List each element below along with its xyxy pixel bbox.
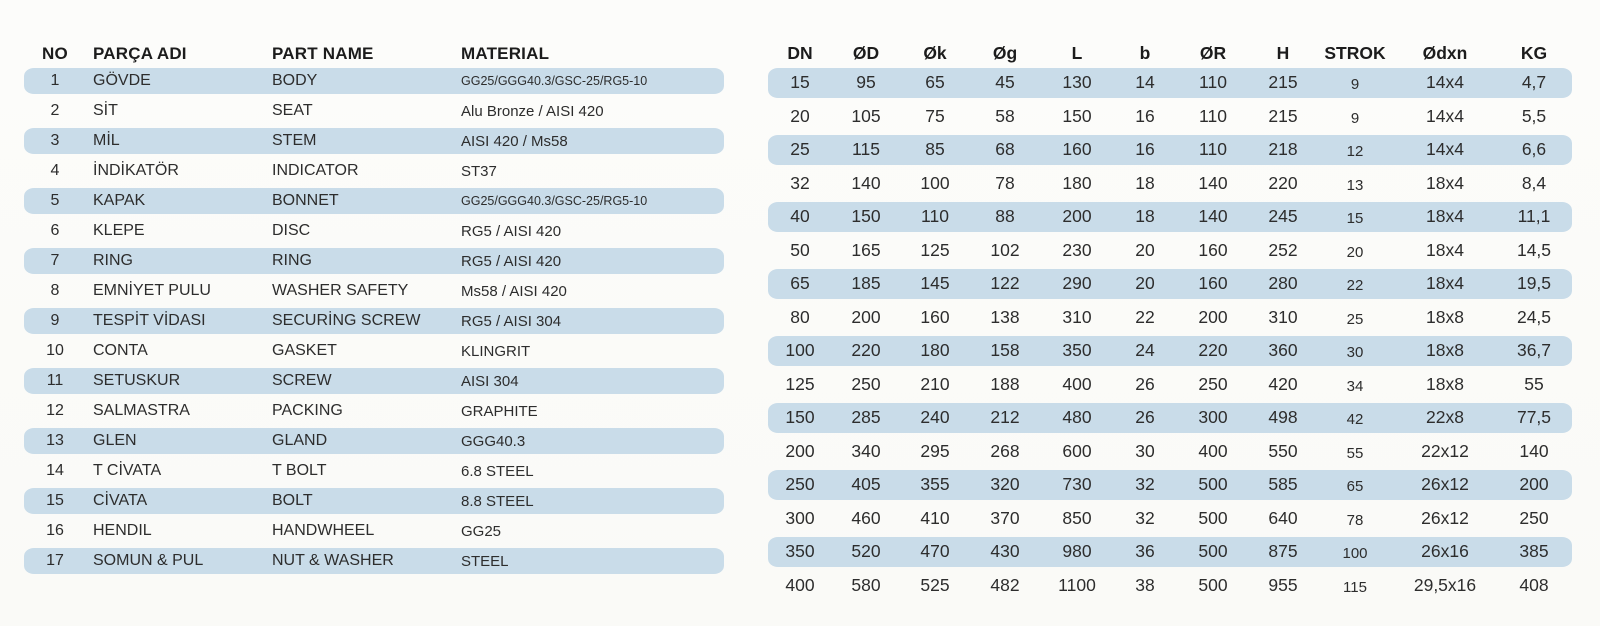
- cell-dn: 350: [785, 541, 815, 562]
- cell-ør: 500: [1198, 507, 1228, 528]
- cell-ør: 300: [1198, 407, 1228, 428]
- cell-øk: 295: [920, 440, 950, 461]
- cell-strok: 9: [1350, 109, 1360, 127]
- cell-ødxn: 22x8: [1426, 407, 1464, 428]
- cell-l: 230: [1062, 239, 1092, 260]
- cell-kg: 55: [1524, 373, 1544, 394]
- cell-material: ST37: [461, 162, 497, 180]
- cell-ør: 140: [1198, 172, 1228, 193]
- cell-h: 252: [1268, 239, 1298, 260]
- cell-l: 730: [1062, 474, 1092, 495]
- cell-øg: 212: [990, 407, 1020, 428]
- cell-l: 130: [1062, 72, 1092, 93]
- cell-h: 955: [1268, 574, 1298, 595]
- table-row: [24, 306, 724, 336]
- table-row: [24, 396, 724, 426]
- cell-kg: 19,5: [1516, 273, 1552, 294]
- cell-ød: 460: [851, 507, 881, 528]
- cell-ødxn: 22x12: [1421, 440, 1469, 461]
- cell-h: 875: [1268, 541, 1298, 562]
- cell-ødxn: 18x4: [1426, 206, 1464, 227]
- cell-b: 22: [1135, 306, 1155, 327]
- cell-øk: 410: [920, 507, 950, 528]
- cell-ød: 285: [851, 407, 881, 428]
- cell-parca-adi: GLEN: [93, 432, 137, 449]
- table-row: [24, 336, 724, 366]
- cell-øg: 158: [990, 340, 1020, 361]
- cell-dn: 40: [790, 206, 810, 227]
- cell-parca-adi: T CİVATA: [93, 462, 162, 479]
- cell-ør: 160: [1198, 239, 1228, 260]
- cell-l: 290: [1062, 273, 1092, 294]
- dimensions-table-body: [768, 66, 1572, 602]
- cell-øg: 138: [990, 306, 1020, 327]
- cell-kg: 250: [1519, 507, 1549, 528]
- cell-øg: 78: [995, 172, 1015, 193]
- cell-ør: 250: [1198, 373, 1228, 394]
- cell-kg: 77,5: [1516, 407, 1552, 428]
- cell-strok: 12: [1346, 143, 1364, 161]
- cell-part-name: T BOLT: [272, 462, 327, 479]
- cell-part-name: HANDWHEEL: [272, 522, 375, 539]
- dims-header-7: H: [1276, 43, 1290, 63]
- cell-l: 160: [1062, 139, 1092, 160]
- cell-strok: 20: [1346, 243, 1364, 261]
- cell-ød: 340: [851, 440, 881, 461]
- parts-header-material: MATERIAL: [461, 44, 550, 63]
- cell-no: 6: [50, 222, 60, 239]
- cell-ød: 115: [852, 139, 880, 160]
- table-row: [24, 486, 724, 516]
- cell-øk: 525: [920, 574, 950, 595]
- cell-ødxn: 18x4: [1426, 273, 1464, 294]
- cell-parca-adi: HENDIL: [93, 522, 152, 539]
- cell-l: 150: [1062, 105, 1092, 126]
- cell-ød: 185: [851, 273, 881, 294]
- cell-strok: 115: [1343, 578, 1367, 596]
- cell-øk: 75: [925, 105, 945, 126]
- cell-l: 400: [1062, 373, 1092, 394]
- cell-kg: 36,7: [1516, 340, 1552, 361]
- cell-parca-adi: CONTA: [93, 342, 148, 359]
- cell-øk: 160: [920, 306, 950, 327]
- cell-material: AISI 304: [461, 372, 519, 390]
- cell-ød: 405: [851, 474, 881, 495]
- cell-part-name: BODY: [272, 72, 318, 89]
- cell-øk: 355: [920, 474, 950, 495]
- cell-kg: 8,4: [1521, 172, 1547, 193]
- cell-øg: 188: [990, 373, 1020, 394]
- cell-h: 280: [1268, 273, 1298, 294]
- cell-dn: 125: [785, 373, 815, 394]
- cell-øg: 370: [990, 507, 1020, 528]
- cell-no: 12: [46, 402, 64, 419]
- cell-strok: 13: [1346, 176, 1364, 194]
- cell-parca-adi: SİT: [93, 102, 118, 119]
- cell-part-name: PACKING: [272, 402, 343, 419]
- cell-b: 18: [1135, 206, 1155, 227]
- cell-l: 600: [1062, 440, 1092, 461]
- cell-h: 360: [1268, 340, 1298, 361]
- table-row: [768, 368, 1572, 402]
- cell-material: RG5 / AISI 420: [461, 222, 562, 240]
- cell-øg: 88: [995, 206, 1015, 227]
- table-row: [768, 200, 1572, 234]
- cell-ør: 110: [1199, 139, 1227, 160]
- cell-part-name: BOLT: [272, 492, 313, 509]
- dims-header-6: ØR: [1199, 43, 1227, 63]
- cell-no: 16: [46, 522, 64, 539]
- cell-ødxn: 14x4: [1426, 105, 1464, 126]
- cell-ød: 165: [851, 239, 881, 260]
- table-row: [768, 167, 1572, 201]
- cell-ød: 580: [851, 574, 881, 595]
- cell-ør: 220: [1198, 340, 1228, 361]
- table-row: [768, 301, 1572, 335]
- cell-øk: 125: [920, 239, 950, 260]
- cell-ør: 400: [1198, 440, 1228, 461]
- cell-strok: 15: [1346, 210, 1364, 228]
- cell-dn: 400: [785, 574, 815, 595]
- cell-part-name: GLAND: [272, 432, 328, 449]
- table-row: [768, 66, 1572, 100]
- cell-dn: 32: [790, 172, 810, 193]
- cell-ødxn: 26x16: [1421, 541, 1469, 562]
- dims-header-9: Ødxn: [1422, 43, 1468, 63]
- cell-dn: 300: [785, 507, 815, 528]
- cell-h: 215: [1268, 72, 1298, 93]
- cell-strok: 22: [1346, 277, 1364, 295]
- cell-ødxn: 18x8: [1426, 340, 1464, 361]
- cell-b: 26: [1135, 407, 1155, 428]
- table-row: [24, 546, 724, 576]
- cell-no: 17: [46, 552, 64, 569]
- cell-dn: 65: [790, 273, 810, 294]
- cell-no: 2: [50, 102, 60, 119]
- table-row: [768, 334, 1572, 368]
- cell-ør: 500: [1198, 574, 1228, 595]
- cell-øk: 470: [920, 541, 950, 562]
- cell-ødxn: 18x8: [1426, 306, 1464, 327]
- cell-material: RG5 / AISI 304: [461, 312, 562, 330]
- cell-part-name: GASKET: [272, 342, 337, 359]
- dimensions-table: [768, 38, 1572, 602]
- cell-strok: 30: [1346, 344, 1364, 362]
- cell-h: 640: [1268, 507, 1298, 528]
- table-row: [768, 502, 1572, 536]
- cell-ød: 220: [851, 340, 881, 361]
- cell-h: 215: [1268, 105, 1298, 126]
- parts-table-header: [24, 38, 724, 64]
- table-row: [24, 216, 724, 246]
- dims-header-5: b: [1139, 43, 1151, 63]
- cell-b: 36: [1135, 541, 1155, 562]
- cell-no: 7: [50, 252, 60, 269]
- cell-l: 480: [1062, 407, 1092, 428]
- cell-øk: 180: [920, 340, 950, 361]
- cell-parca-adi: EMNİYET PULU: [93, 282, 211, 299]
- cell-øk: 110: [921, 206, 949, 227]
- cell-øk: 145: [920, 273, 950, 294]
- cell-part-name: RING: [272, 252, 312, 269]
- table-row: [24, 66, 724, 96]
- cell-ød: 250: [851, 373, 881, 394]
- cell-l: 180: [1062, 172, 1092, 193]
- cell-dn: 50: [790, 239, 810, 260]
- dims-header-0: DN: [787, 43, 813, 63]
- cell-kg: 11,1: [1517, 206, 1551, 227]
- cell-kg: 200: [1519, 474, 1549, 495]
- cell-no: 8: [50, 282, 60, 299]
- cell-ød: 140: [851, 172, 881, 193]
- cell-ød: 95: [856, 72, 876, 93]
- cell-h: 420: [1268, 373, 1298, 394]
- cell-b: 16: [1135, 139, 1155, 160]
- cell-ød: 200: [851, 306, 881, 327]
- table-row: [24, 126, 724, 156]
- table-row: [24, 276, 724, 306]
- cell-dn: 80: [790, 306, 810, 327]
- cell-b: 32: [1135, 474, 1155, 495]
- parts-table-body: [24, 66, 724, 576]
- cell-no: 5: [50, 192, 60, 209]
- cell-b: 30: [1135, 440, 1155, 461]
- table-row: [768, 401, 1572, 435]
- cell-øg: 122: [990, 273, 1020, 294]
- table-row: [24, 96, 724, 126]
- table-row: [768, 569, 1572, 603]
- dims-header-10: KG: [1520, 43, 1548, 63]
- cell-parca-adi: SOMUN & PUL: [93, 552, 204, 569]
- cell-dn: 15: [790, 72, 810, 93]
- cell-kg: 5,5: [1521, 105, 1547, 126]
- cell-øg: 268: [990, 440, 1020, 461]
- cell-dn: 250: [785, 474, 815, 495]
- cell-øk: 210: [920, 373, 950, 394]
- cell-kg: 4,7: [1521, 72, 1547, 93]
- cell-ødxn: 26x12: [1421, 507, 1469, 528]
- table-row: [24, 516, 724, 546]
- cell-ødxn: 18x4: [1426, 172, 1464, 193]
- cell-øg: 430: [990, 541, 1020, 562]
- cell-material: GG25/GGG40.3/GSC-25/RG5-10: [461, 194, 648, 208]
- cell-ør: 110: [1199, 105, 1227, 126]
- table-row: [768, 133, 1572, 167]
- cell-ød: 105: [851, 105, 881, 126]
- cell-kg: 385: [1519, 541, 1549, 562]
- cell-øg: 482: [990, 574, 1020, 595]
- cell-material: 8.8 STEEL: [461, 492, 534, 510]
- table-row: [24, 156, 724, 186]
- dimensions-table-header: [768, 38, 1572, 64]
- cell-dn: 25: [790, 139, 810, 160]
- cell-ør: 160: [1198, 273, 1228, 294]
- cell-ød: 520: [851, 541, 881, 562]
- cell-part-name: DISC: [272, 222, 311, 239]
- cell-no: 15: [46, 492, 64, 509]
- parts-header-parca-adi: PARÇA ADI: [93, 44, 187, 63]
- cell-strok: 25: [1346, 310, 1364, 328]
- cell-øk: 65: [925, 72, 945, 93]
- table-row: [24, 366, 724, 396]
- cell-material: KLINGRIT: [461, 342, 531, 360]
- cell-ør: 200: [1198, 306, 1228, 327]
- cell-b: 24: [1135, 340, 1155, 361]
- cell-kg: 24,5: [1516, 306, 1552, 327]
- cell-parca-adi: CİVATA: [93, 492, 148, 509]
- cell-parca-adi: TESPİT VİDASI: [93, 312, 206, 329]
- cell-l: 200: [1062, 206, 1092, 227]
- cell-dn: 100: [785, 340, 815, 361]
- cell-dn: 200: [785, 440, 815, 461]
- dims-header-2: Øk: [923, 43, 947, 63]
- cell-material: AISI 420 / Ms58: [461, 132, 568, 150]
- cell-b: 26: [1135, 373, 1155, 394]
- parts-header-part-name: PART NAME: [272, 44, 374, 63]
- cell-material: GG25/GGG40.3/GSC-25/RG5-10: [461, 74, 648, 88]
- cell-ør: 500: [1198, 474, 1228, 495]
- cell-øg: 45: [995, 72, 1015, 93]
- cell-no: 4: [50, 162, 60, 179]
- table-row: [768, 535, 1572, 569]
- cell-material: Ms58 / AISI 420: [461, 282, 567, 300]
- cell-material: Alu Bronze / AISI 420: [461, 102, 604, 120]
- cell-h: 245: [1268, 206, 1298, 227]
- cell-part-name: INDICATOR: [272, 162, 359, 179]
- cell-parca-adi: SETUSKUR: [93, 372, 181, 389]
- cell-part-name: WASHER SAFETY: [272, 282, 409, 299]
- cell-b: 20: [1135, 239, 1155, 260]
- cell-part-name: BONNET: [272, 192, 339, 209]
- table-row: [24, 186, 724, 216]
- cell-kg: 6,6: [1521, 139, 1547, 160]
- cell-parca-adi: KLEPE: [93, 222, 145, 239]
- cell-øg: 320: [990, 474, 1020, 495]
- cell-dn: 20: [790, 105, 810, 126]
- cell-no: 11: [46, 372, 64, 389]
- cell-øg: 68: [995, 139, 1015, 160]
- cell-strok: 100: [1342, 545, 1368, 563]
- table-row: [768, 435, 1572, 469]
- cell-ør: 500: [1198, 541, 1228, 562]
- cell-part-name: NUT & WASHER: [272, 552, 394, 569]
- cell-material: GRAPHITE: [461, 402, 538, 420]
- cell-l: 350: [1062, 340, 1092, 361]
- cell-ødxn: 18x4: [1426, 239, 1464, 260]
- cell-ød: 150: [851, 206, 881, 227]
- table-row: [768, 267, 1572, 301]
- cell-ødxn: 18x8: [1426, 373, 1464, 394]
- cell-parca-adi: MİL: [93, 132, 120, 149]
- parts-header-no: NO: [42, 44, 68, 63]
- cell-no: 3: [50, 132, 60, 149]
- dims-header-8: STROK: [1324, 43, 1386, 63]
- cell-dn: 150: [785, 407, 815, 428]
- cell-b: 32: [1135, 507, 1155, 528]
- dims-header-4: L: [1071, 43, 1083, 63]
- table-row: [24, 456, 724, 486]
- cell-material: GG25: [461, 522, 502, 540]
- table-row: [24, 246, 724, 276]
- cell-l: 1100: [1058, 574, 1096, 595]
- cell-material: GGG40.3: [461, 432, 526, 450]
- cell-no: 13: [46, 432, 64, 449]
- cell-material: 6.8 STEEL: [461, 462, 534, 480]
- cell-material: RG5 / AISI 420: [461, 252, 562, 270]
- parts-table: [24, 38, 724, 576]
- cell-kg: 140: [1519, 440, 1549, 461]
- cell-ødxn: 29,5x16: [1413, 574, 1477, 595]
- cell-part-name: STEM: [272, 132, 317, 149]
- cell-no: 10: [46, 342, 64, 359]
- cell-no: 1: [50, 72, 60, 89]
- cell-strok: 42: [1346, 411, 1364, 429]
- cell-part-name: SEAT: [272, 102, 313, 119]
- cell-no: 9: [50, 312, 60, 329]
- cell-h: 498: [1268, 407, 1298, 428]
- table-row: [24, 426, 724, 456]
- table-row: [768, 234, 1572, 268]
- cell-b: 20: [1135, 273, 1155, 294]
- cell-øg: 102: [990, 239, 1020, 260]
- cell-strok: 55: [1346, 444, 1364, 462]
- cell-strok: 65: [1346, 478, 1364, 496]
- cell-parca-adi: GÖVDE: [93, 72, 151, 89]
- cell-h: 218: [1268, 139, 1298, 160]
- table-row: [768, 468, 1572, 502]
- cell-ødxn: 14x4: [1426, 72, 1464, 93]
- cell-b: 14: [1135, 72, 1155, 93]
- cell-material: STEEL: [461, 552, 509, 570]
- cell-parca-adi: İNDİKATÖR: [93, 162, 179, 179]
- cell-øk: 240: [920, 407, 950, 428]
- cell-h: 550: [1268, 440, 1298, 461]
- cell-kg: 408: [1519, 574, 1549, 595]
- cell-ødxn: 14x4: [1426, 139, 1464, 160]
- cell-kg: 14,5: [1516, 239, 1552, 260]
- cell-part-name: SCREW: [272, 372, 332, 389]
- cell-parca-adi: RING: [93, 252, 133, 269]
- cell-parca-adi: SALMASTRA: [93, 402, 190, 419]
- cell-h: 220: [1268, 172, 1298, 193]
- cell-l: 980: [1062, 541, 1092, 562]
- cell-b: 18: [1135, 172, 1155, 193]
- cell-h: 585: [1268, 474, 1298, 495]
- cell-ør: 110: [1199, 72, 1227, 93]
- cell-l: 310: [1062, 306, 1092, 327]
- dims-header-1: ØD: [852, 43, 880, 63]
- cell-l: 850: [1062, 507, 1092, 528]
- table-row: [768, 100, 1572, 134]
- cell-strok: 34: [1346, 377, 1364, 395]
- cell-strok: 78: [1346, 511, 1364, 529]
- cell-b: 38: [1135, 574, 1155, 595]
- dims-header-3: Øg: [992, 43, 1018, 63]
- cell-strok: 9: [1350, 76, 1360, 94]
- cell-part-name: SECURİNG SCREW: [272, 312, 421, 329]
- cell-ødxn: 26x12: [1421, 474, 1469, 495]
- cell-øg: 58: [995, 105, 1015, 126]
- cell-h: 310: [1268, 306, 1298, 327]
- cell-b: 16: [1135, 105, 1155, 126]
- cell-no: 14: [46, 462, 64, 479]
- cell-parca-adi: KAPAK: [93, 192, 146, 209]
- cell-øk: 100: [920, 172, 950, 193]
- cell-øk: 85: [925, 139, 945, 160]
- cell-ør: 140: [1198, 206, 1228, 227]
